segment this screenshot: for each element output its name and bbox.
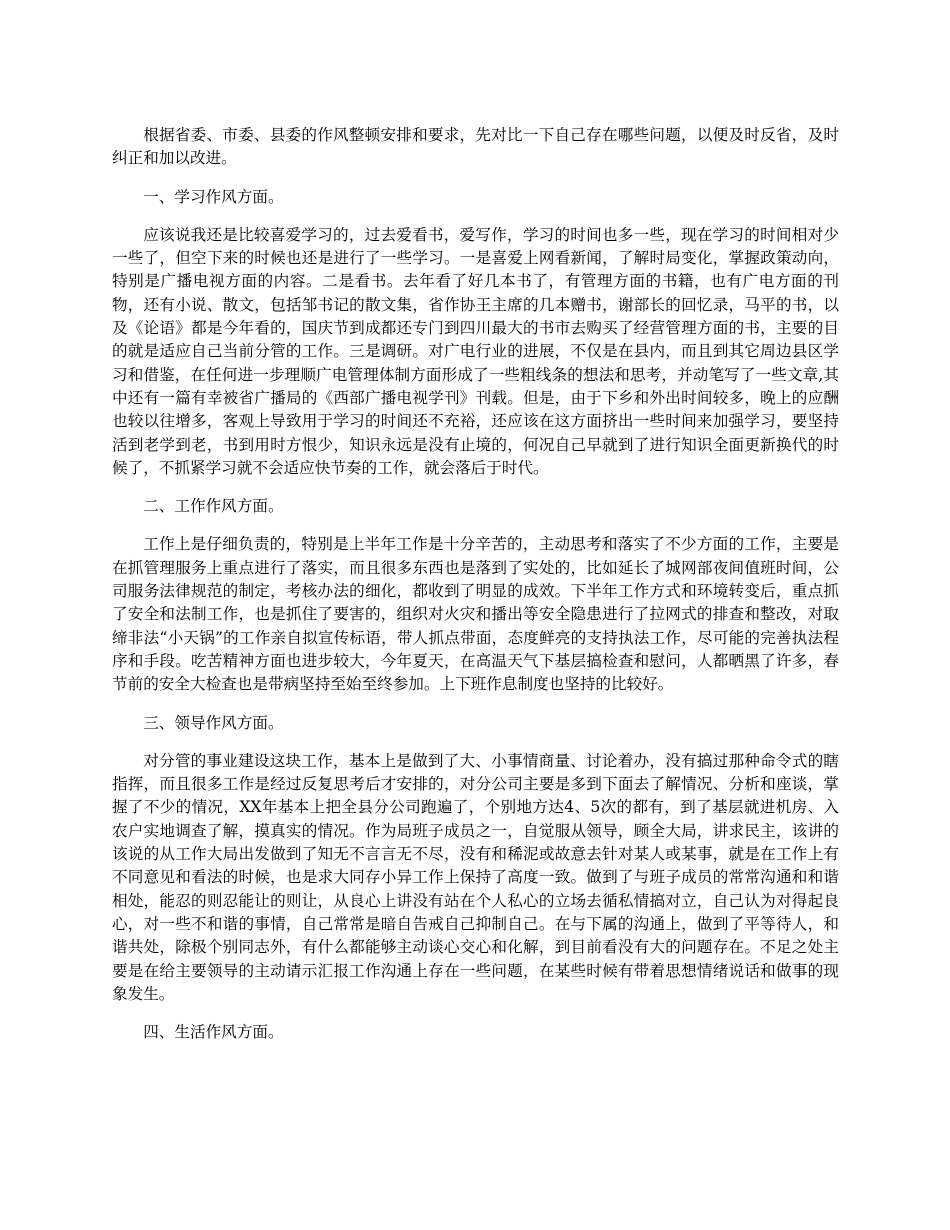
section-heading-work: 二、工作作风方面。 xyxy=(143,497,284,516)
section-heading-leadership: 三、领导作风方面。 xyxy=(143,713,284,732)
section-heading-study: 一、学习作风方面。 xyxy=(143,187,284,206)
leadership-paragraph: 对分管的事业建设这块工作，基本上是做到了大、小事情商量、讨论着办，没有搞过那种命令式的瞎指挥，而且很多工作是经过反复思考后才安排的，对分公司主要是多到下面去了解情况、分析和座谈，掌握了不少的情况，XX年基本上把全县分公司跑遍了，个别地方达4、5次的都有，到了基层就进机房、入农户实地调查了解，摸真实的情况。作为局班子成员之一，自觉服从领导，顾全大局，讲求民主，该讲的该说的从工作大局出发做到了知无不言言无不尽，没有和稀泥或故意去针对某人或某事，就是在工作上有不同意见和看法的时候，也是求大同存小异工作上保持了高度一致。做到了与班子成员的常常沟通和和谐相处，能忍的则忍能让的则让，从良心上讲没有站在个人私心的立场去循私情搞对立，自己认为对得起良心，对一些不和谐的事情，自己常常是暗自告戒自己抑制自己。在与下属的沟通上，做到了平等待人，和谐共处，除极个别同志外，有什么都能够主动谈心交心和化解，到目前看没有大的问题存在。不足之处主要是在给主要领导的主动请示汇报工作沟通上存在一些问题，在某些时候有带着思想情绪说话和做事的现象发生。 xyxy=(112,751,839,1003)
study-paragraph: 应该说我还是比较喜爱学习的，过去爱看书，爱写作，学习的时间也多一些，现在学习的时间相对少一些了，但空下来的时候也还是进行了一些学习。一是喜爱上网看新闻，了解时局变化，掌握政策动向，特别是广播电视方面的内容。二是看书。去年看了好几本书了，有管理方面的书籍，也有广电方面的刊物，还有小说、散文，包括邹书记的散文集，省作协王主席的几本赠书，谢部长的回忆录，马平的书，以及《论语》都是今年看的，国庆节到成都还专门到四川最大的书市去购买了经营管理方面的书，主要的目的就是适应自己当前分管的工作。三是调研。对广电行业的进展，不仅是在县内，而且到其它周边县区学习和借鉴，在任何进一步理顺广电管理体制方面形成了一些粗线条的想法和思考，并动笔写了一些文章,其中还有一篇有幸被省广播局的《西部广播电视学刊》刊载。但是，由于下乡和外出时间较多，晚上的应酬也较以往增多，客观上导致用于学习的时间还不充裕，还应该在这方面挤出一些时间来加强学习，要坚持活到老学到老，书到用时方恨少，知识永远是没有止境的，何况自己早就到了进行知识全面更新换代的时候了，不抓紧学习就不会适应快节奏的工作，就会落后于时代。 xyxy=(112,225,839,477)
document-body xyxy=(112,124,839,1059)
intro-paragraph: 根据省委、市委、县委的作风整顿安排和要求，先对比一下自己存在哪些问题，以便及时反省，及时纠正和加以改进。 xyxy=(112,126,839,168)
section-heading-life: 四、生活作风方面。 xyxy=(143,1023,284,1042)
work-paragraph: 工作上是仔细负责的，特别是上半年工作是十分辛苦的，主动思考和落实了不少方面的工作，主要是在抓管理服务上重点进行了落实，而且很多东西也是落到了实处的，比如延长了城网部夜间值班时间，公司服务法律规范的制定，考核办法的细化，都收到了明显的成效。下半年工作方式和环境转变后，重点抓了安全和法制工作，也是抓住了要害的，组织对火灾和播出等安全隐患进行了拉网式的排查和整改，对取缔非法“小天锅”的工作亲自拟宣传标语，带人抓点带面，态度鲜亮的支持执法工作，尽可能的完善执法程序和手段。吃苦精神方面也进步较大，今年夏天，在高温天气下基层搞检查和慰问，人都晒黑了许多，春节前的安全大检查也是带病坚持至始至终参加。上下班作息制度也坚持的比较好。 xyxy=(112,535,839,694)
